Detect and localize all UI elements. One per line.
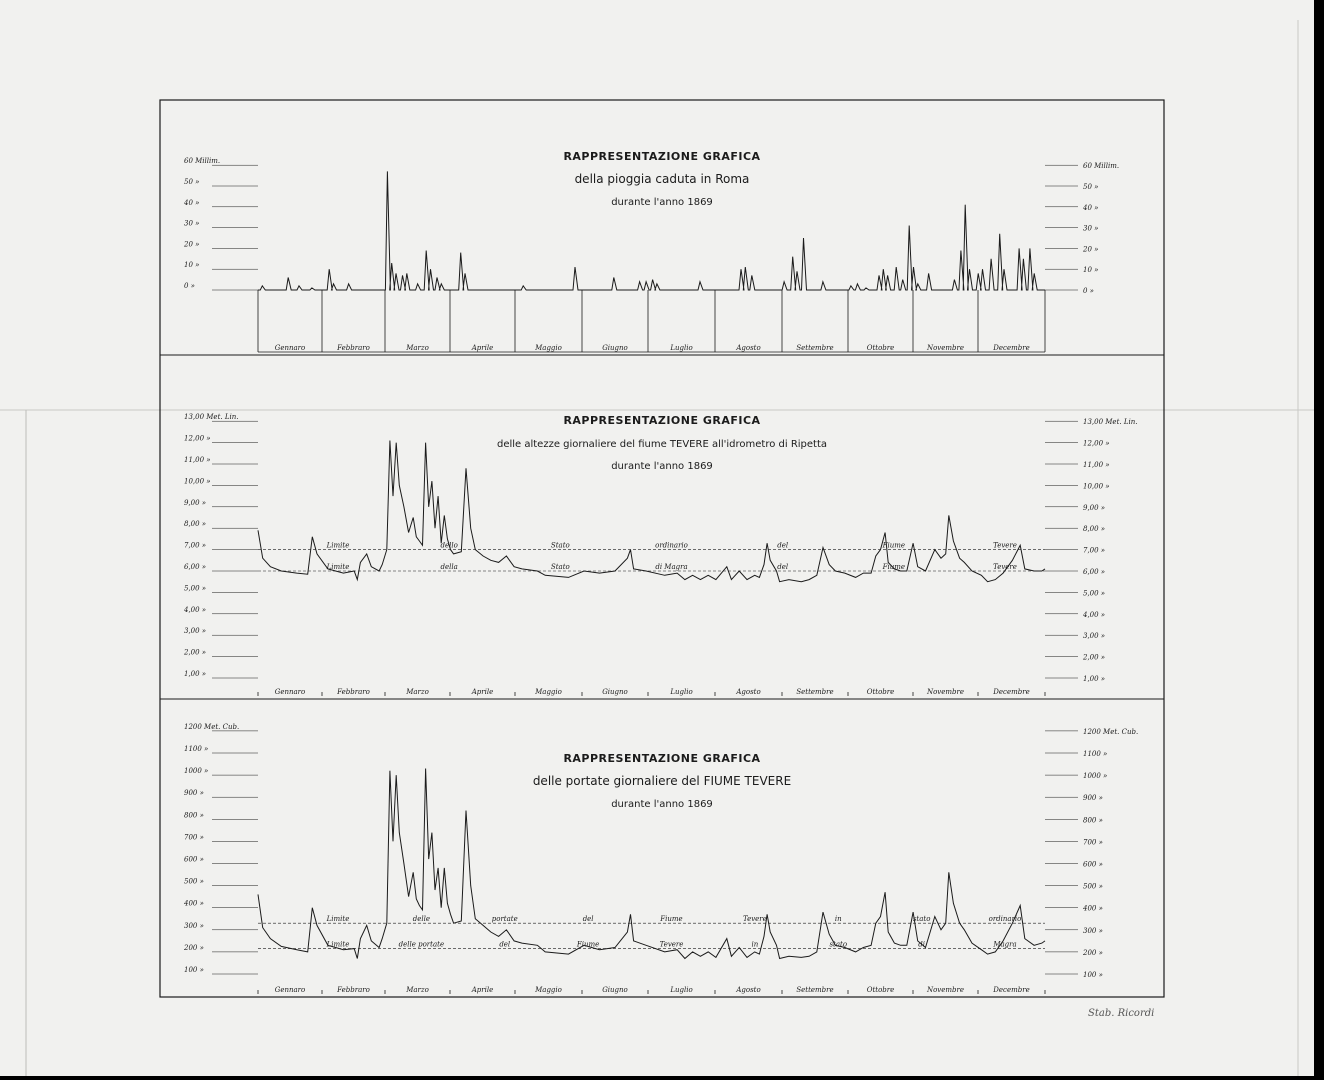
chart-subtitle: della pioggia caduta in Roma <box>574 172 750 186</box>
y-tick-label-right: 100 » <box>1083 971 1103 979</box>
chart-subtitle-year: durante l'anno 1869 <box>611 461 713 472</box>
chart-title: RAPPRESENTAZIONE GRAFICA <box>563 150 761 163</box>
y-tick-label-right: 8,00 » <box>1083 525 1106 534</box>
y-tick-label-left: 1100 » <box>184 745 209 753</box>
month-label: Giugno <box>602 986 628 994</box>
y-tick-label-left: 700 » <box>184 833 204 842</box>
y-tick-label-right: 700 » <box>1083 838 1103 847</box>
y-tick-label-right: 12,00 » <box>1083 439 1110 448</box>
month-label: Febbraro <box>337 986 370 994</box>
y-tick-label-left: 2,00 » <box>184 648 207 657</box>
y-tick-label-left: 3,00 » <box>184 627 207 636</box>
y-tick-label-left: 60 Millim. <box>184 157 221 166</box>
reference-line-label: Tevere <box>993 563 1017 571</box>
y-tick-label-left: 10,00 » <box>184 477 211 486</box>
reference-line-label: in <box>834 915 842 924</box>
month-label: Novembre <box>926 688 965 696</box>
chart-subtitle-year: durante l'anno 1869 <box>611 197 713 208</box>
y-tick-label-left: 30 » <box>184 219 200 228</box>
reference-line-label: Tevere <box>742 915 767 924</box>
y-tick-label-left: 4,00 » <box>184 605 207 614</box>
reference-line-label: delle <box>412 915 430 924</box>
reference-line-label: Stato <box>550 563 570 571</box>
y-tick-label-left: 1200 Met. Cub. <box>184 722 240 731</box>
reference-line-label: portate <box>491 915 518 924</box>
y-tick-label-left: 600 » <box>184 855 204 864</box>
y-tick-label-right: 3,00 » <box>1083 632 1106 641</box>
y-tick-label-right: 400 » <box>1083 904 1103 913</box>
month-label: Ottobre <box>866 986 895 994</box>
y-tick-label-right: 1200 Met. Cub. <box>1083 727 1139 736</box>
y-tick-label-left: 20 » <box>184 240 200 249</box>
reference-line-label: Stato <box>550 541 570 550</box>
y-tick-label-left: 500 » <box>184 877 204 886</box>
month-label: Decembre <box>993 344 1030 352</box>
y-tick-label-right: 1,00 » <box>1083 675 1106 683</box>
reference-line-label: stato <box>912 915 931 924</box>
month-label: Marzo <box>406 688 429 696</box>
chart-subtitle: delle portate giornaliere del FIUME TEVERE <box>532 774 792 788</box>
y-tick-label-right: 0 » <box>1083 287 1094 295</box>
reference-line-label: ordinario <box>655 541 688 550</box>
y-tick-label-right: 800 » <box>1083 816 1103 825</box>
month-label: Febbraro <box>337 688 370 696</box>
reference-line-label: Fiume <box>882 563 906 571</box>
month-label: Novembre <box>926 986 965 994</box>
month-label: Ottobre <box>866 344 895 352</box>
y-tick-label-right: 11,00 » <box>1083 461 1110 469</box>
y-tick-label-left: 900 » <box>184 789 204 798</box>
y-tick-label-left: 9,00 » <box>184 498 207 507</box>
signature: Stab. Ricordi <box>1088 1008 1155 1019</box>
month-label: Settembre <box>796 688 834 696</box>
reference-line-label: dello <box>440 541 458 550</box>
month-label: Luglio <box>670 688 693 696</box>
reference-line-label: Limite <box>326 563 350 571</box>
reference-line-label: Fiume <box>660 915 683 924</box>
y-tick-label-right: 7,00 » <box>1083 546 1106 555</box>
month-label: Aprile <box>471 344 494 352</box>
month-label: Novembre <box>926 344 965 352</box>
month-label: Marzo <box>406 344 429 352</box>
month-label: Agosto <box>736 688 761 696</box>
y-tick-label-left: 1000 » <box>184 767 209 776</box>
reference-line-label: del <box>777 541 789 550</box>
y-tick-label-right: 10 » <box>1083 266 1099 275</box>
month-label: Luglio <box>670 344 693 352</box>
y-tick-label-left: 300 » <box>184 921 204 930</box>
y-tick-label-right: 200 » <box>1083 948 1103 957</box>
y-tick-label-left: 0 » <box>184 282 195 290</box>
y-tick-label-left: 100 » <box>184 966 204 974</box>
month-label: Decembre <box>993 986 1030 994</box>
y-tick-label-left: 6,00 » <box>184 563 207 571</box>
y-tick-label-right: 40 » <box>1083 203 1099 212</box>
y-tick-label-right: 4,00 » <box>1083 610 1106 619</box>
y-tick-label-right: 50 » <box>1083 183 1099 191</box>
chart-title: RAPPRESENTAZIONE GRAFICA <box>563 414 761 427</box>
month-label: Settembre <box>796 986 834 994</box>
y-tick-label-right: 10,00 » <box>1083 482 1110 491</box>
month-label: Aprile <box>471 688 494 696</box>
reference-line-label: delle portate <box>398 940 445 949</box>
y-tick-label-left: 13,00 Met. Lin. <box>184 413 239 422</box>
y-tick-label-left: 40 » <box>184 198 200 207</box>
y-tick-label-right: 60 Millim. <box>1083 162 1120 171</box>
month-label: Agosto <box>736 986 761 994</box>
y-tick-label-right: 2,00 » <box>1083 653 1106 662</box>
month-label: Gennaro <box>274 986 306 994</box>
reference-line-label: Limite <box>326 915 350 924</box>
month-label: Settembre <box>796 344 834 352</box>
y-tick-label-left: 200 » <box>184 943 204 952</box>
month-label: Aprile <box>471 986 494 994</box>
reference-line-label: Limite <box>326 940 350 949</box>
month-label: Maggio <box>535 344 562 352</box>
y-tick-label-left: 5,00 » <box>184 584 207 593</box>
chart-title: RAPPRESENTAZIONE GRAFICA <box>563 752 761 765</box>
month-label: Gennaro <box>274 688 306 696</box>
y-tick-label-left: 11,00 » <box>184 456 211 464</box>
y-tick-label-left: 10 » <box>184 261 200 270</box>
y-tick-label-left: 400 » <box>184 899 204 908</box>
y-tick-label-right: 1000 » <box>1083 772 1108 781</box>
reference-line-label: del <box>582 915 594 924</box>
y-tick-label-right: 6,00 » <box>1083 568 1106 576</box>
y-tick-label-right: 500 » <box>1083 882 1103 891</box>
reference-line-label: del <box>499 940 511 949</box>
month-label: Marzo <box>406 986 429 994</box>
y-tick-label-right: 5,00 » <box>1083 589 1106 598</box>
y-tick-label-right: 30 » <box>1083 224 1099 233</box>
y-tick-label-right: 1100 » <box>1083 750 1108 758</box>
reference-line-label: stato <box>829 940 848 949</box>
y-tick-label-left: 50 » <box>184 178 200 186</box>
month-label: Maggio <box>535 688 562 696</box>
month-label: Giugno <box>602 344 628 352</box>
reference-line-label: Magra <box>993 940 1017 949</box>
y-tick-label-right: 9,00 » <box>1083 503 1106 512</box>
month-label: Luglio <box>670 986 693 994</box>
reference-line-label: Tevere <box>659 940 684 949</box>
reference-line-label: Tevere <box>993 541 1017 550</box>
chart-subtitle-year: durante l'anno 1869 <box>611 799 713 810</box>
y-tick-label-right: 900 » <box>1083 794 1103 803</box>
month-label: Ottobre <box>866 688 895 696</box>
y-tick-label-left: 7,00 » <box>184 541 207 550</box>
reference-line-label: Limite <box>326 541 350 550</box>
month-label: Giugno <box>602 688 628 696</box>
y-tick-label-left: 800 » <box>184 811 204 820</box>
month-label: Gennaro <box>274 344 306 352</box>
reference-line-label: del <box>777 563 789 571</box>
month-label: Maggio <box>535 986 562 994</box>
reference-line-label: di <box>918 940 925 949</box>
reference-line-label: Fiume <box>576 940 600 949</box>
reference-line-label: ordinario <box>988 915 1022 924</box>
reference-line-label: in <box>751 940 759 949</box>
y-tick-label-right: 20 » <box>1083 245 1099 254</box>
reference-line-label: di Magra <box>655 563 688 571</box>
month-label: Decembre <box>993 688 1030 696</box>
y-tick-label-right: 13,00 Met. Lin. <box>1083 418 1138 427</box>
y-tick-label-right: 600 » <box>1083 860 1103 869</box>
y-tick-label-left: 1,00 » <box>184 670 207 678</box>
month-label: Febbraro <box>337 344 370 352</box>
y-tick-label-left: 12,00 » <box>184 434 211 443</box>
reference-line-label: della <box>440 563 458 571</box>
month-label: Agosto <box>736 344 761 352</box>
y-tick-label-right: 300 » <box>1083 926 1103 935</box>
reference-line-label: Fiume <box>882 541 906 550</box>
y-tick-label-left: 8,00 » <box>184 520 207 529</box>
chart-subtitle: delle altezze giornaliere del fiume TEVERE all'idrometro di Ripetta <box>496 439 828 450</box>
